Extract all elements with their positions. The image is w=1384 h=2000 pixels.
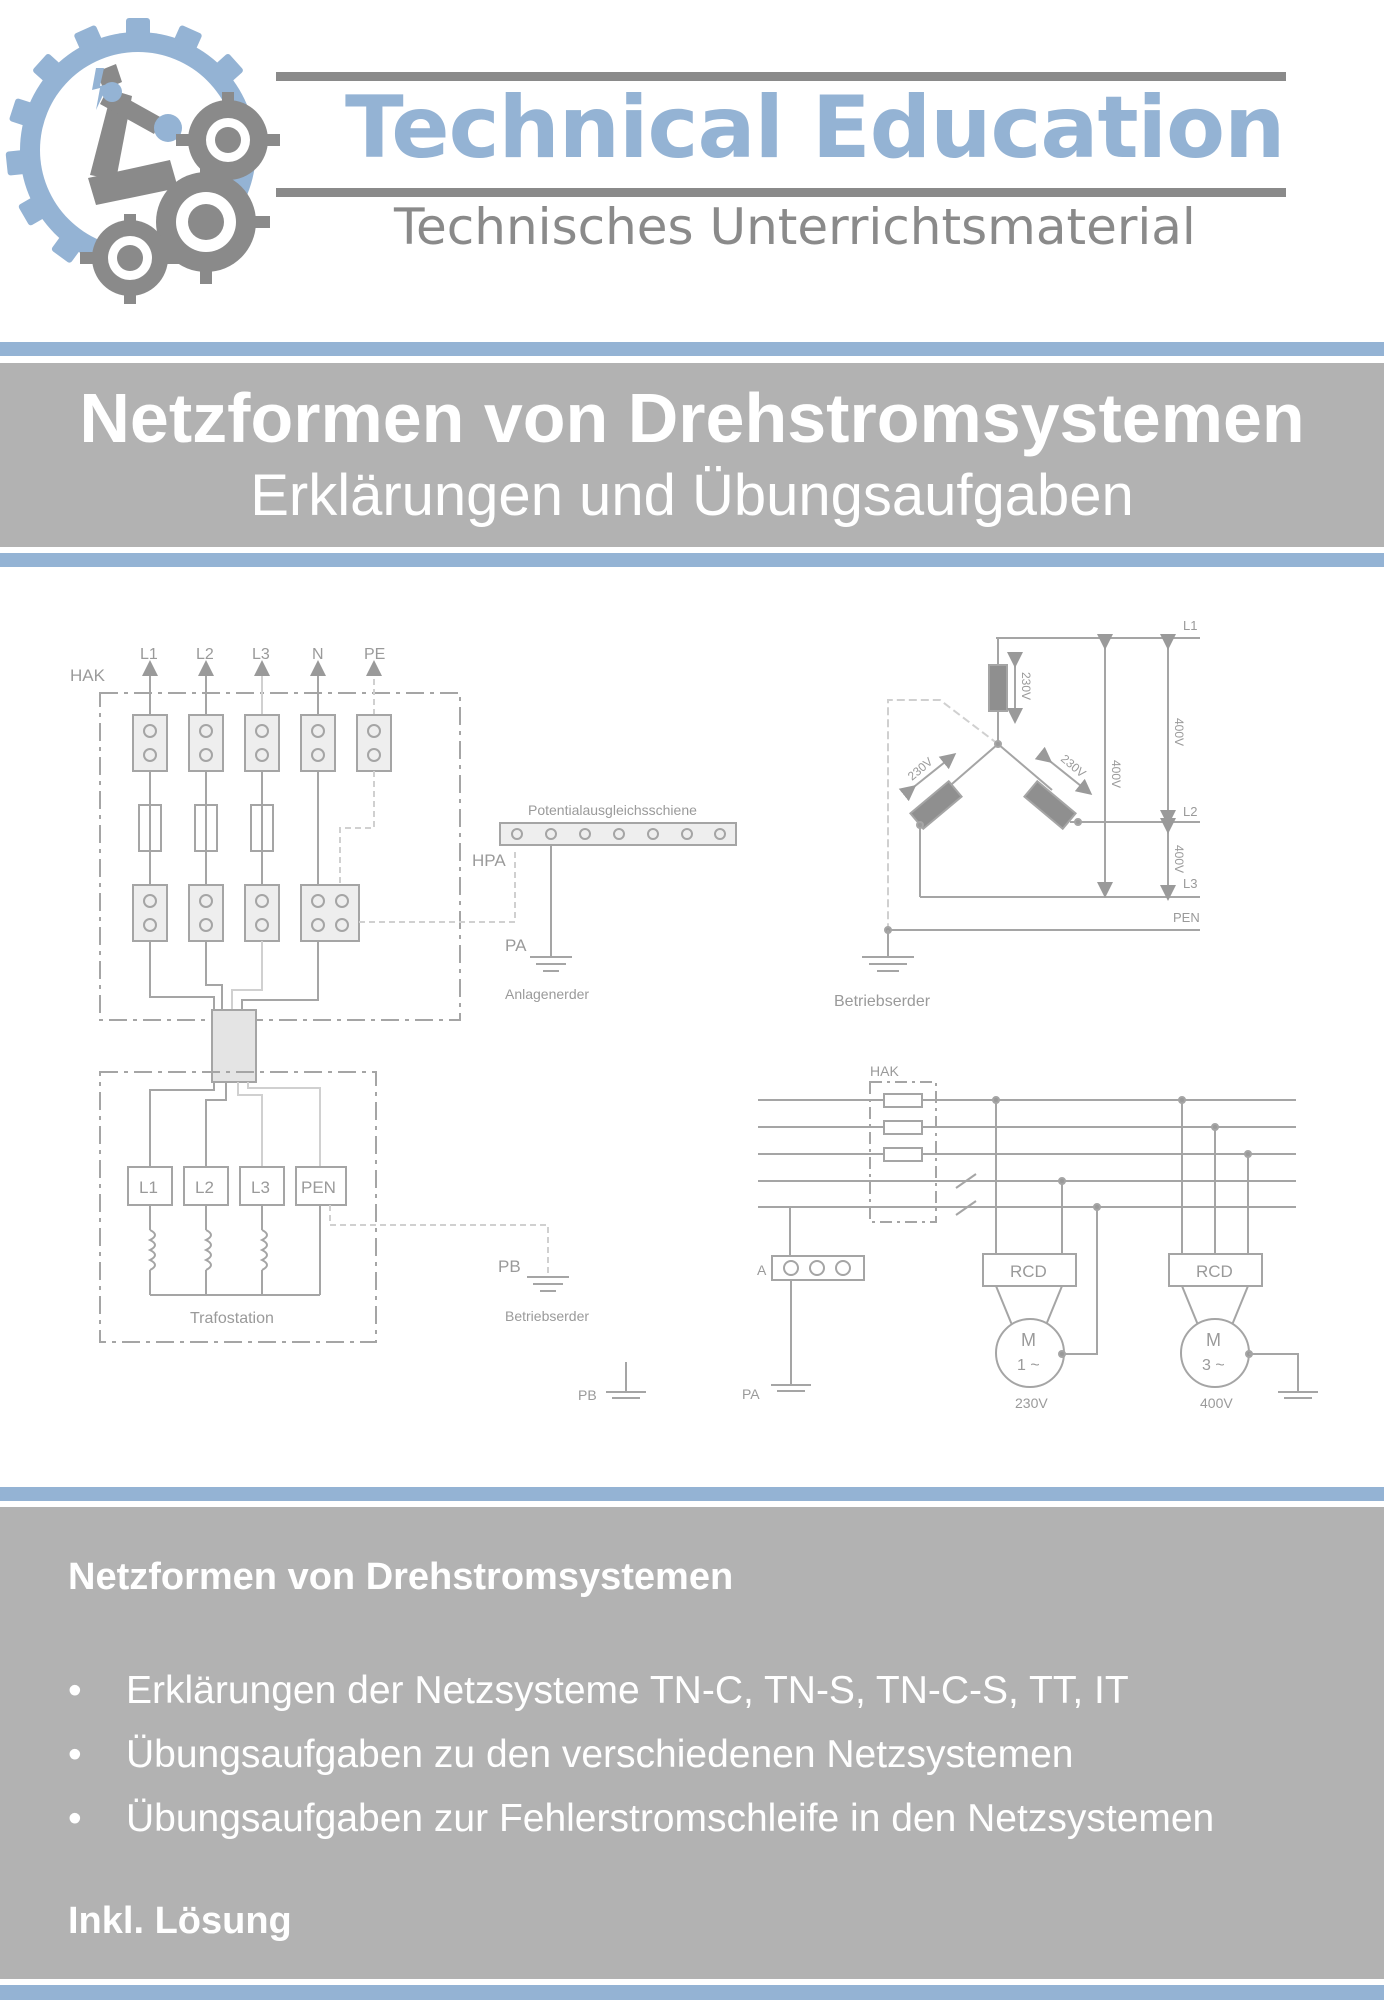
rcd-hak-label: HAK <box>870 1063 899 1079</box>
rcd-a-label: A <box>757 1262 767 1278</box>
conductor-label-l3: L3 <box>252 646 270 663</box>
star-line-l3: L3 <box>1183 876 1198 891</box>
voltage-label-230-c: 230V <box>1058 751 1089 781</box>
gear-robot-arm-icon <box>0 0 300 310</box>
divider-bar <box>0 553 1384 567</box>
feature-list <box>68 1664 1214 1856</box>
voltage-label-230-b: 230V <box>904 754 936 784</box>
bullet: • <box>68 1669 82 1712</box>
trafo-coil-label-l2: L2 <box>195 1178 214 1197</box>
betriebserder-label-left: Betriebserder <box>505 1308 590 1324</box>
divider-bar <box>0 342 1384 356</box>
star-line-l2: L2 <box>1183 804 1198 819</box>
conductor-label-l1: L1 <box>140 646 158 663</box>
star-line-l1: L1 <box>1183 618 1198 633</box>
rcd1-label: RCD <box>1010 1262 1047 1281</box>
potential-bar-label: Potentialausgleichsschiene <box>528 802 697 818</box>
hak-label: HAK <box>70 666 105 685</box>
motor1-phase-label: 1 ~ <box>1017 1357 1040 1374</box>
trafo-coil-label-l3: L3 <box>251 1178 270 1197</box>
voltage-label-400-c: 400V <box>1172 845 1186 874</box>
list-item <box>68 1664 1214 1728</box>
motor2-label: M <box>1206 1330 1221 1350</box>
brand-rule-bottom <box>276 188 1286 197</box>
motor2-phase-label: 3 ~ <box>1202 1357 1225 1374</box>
trafostation-label: Trafostation <box>190 1310 274 1327</box>
pa-label: PA <box>505 936 527 955</box>
rcd-circuit-diagram <box>742 1063 1318 1411</box>
page-subtitle: Erklärungen und Übungsaufgaben <box>250 463 1134 528</box>
info-heading: Netzformen von Drehstromsystemen <box>68 1556 734 1598</box>
hpa-label: HPA <box>472 851 506 870</box>
voltage-label-400-a: 400V <box>1109 760 1123 789</box>
divider-bar <box>0 1985 1384 2000</box>
conductor-label-n: N <box>312 646 324 663</box>
bullet: • <box>68 1797 82 1840</box>
potential-bar <box>472 802 736 1002</box>
divider-bar <box>0 1487 1384 1501</box>
rcd2-label: RCD <box>1196 1262 1233 1281</box>
rcd-pa-label: PA <box>742 1386 760 1402</box>
conductor-label-pe: PE <box>364 646 386 663</box>
motor1-voltage-label: 230V <box>1015 1395 1048 1411</box>
motor2-voltage-label: 400V <box>1200 1395 1233 1411</box>
pb-bottom-label: PB <box>578 1387 597 1403</box>
brand-title: Technical Education <box>345 78 1285 178</box>
hak-diagram <box>70 646 515 1082</box>
trafo-coil-label-pen: PEN <box>301 1178 336 1197</box>
circuit-diagrams <box>0 580 1384 1440</box>
list-item <box>68 1728 1214 1792</box>
list-item-text: Erklärungen der Netzsysteme TN-C, TN-S, TN-C-S, TT, IT <box>126 1669 1129 1712</box>
list-item <box>68 1792 1214 1856</box>
voltage-label-230-a: 230V <box>1019 672 1033 701</box>
brand-subtitle: Technisches Unterrichtsmaterial <box>394 198 1196 256</box>
list-item-text: Übungsaufgaben zu den verschiedenen Netzsystemen <box>126 1733 1074 1776</box>
anlagenerder-label: Anlagenerder <box>505 986 590 1002</box>
page-title: Netzformen von Drehstromsystemen <box>79 379 1305 457</box>
list-item-text: Übungsaufgaben zur Fehlerstromschleife in den Netzsystemen <box>126 1797 1215 1840</box>
brand-header <box>0 0 1384 330</box>
motor1-label: M <box>1021 1330 1036 1350</box>
trafostation-diagram <box>100 1072 646 1403</box>
trafo-coil-label-l1: L1 <box>139 1178 158 1197</box>
bullet: • <box>68 1733 82 1776</box>
voltage-label-400-b: 400V <box>1172 718 1186 747</box>
betriebserder-label-right: Betriebserder <box>834 993 931 1010</box>
pb-label: PB <box>498 1257 521 1276</box>
star-line-pen: PEN <box>1173 910 1200 925</box>
solution-note: Inkl. Lösung <box>68 1900 292 1942</box>
conductor-label-l2: L2 <box>196 646 214 663</box>
star-network-diagram <box>834 618 1200 1010</box>
